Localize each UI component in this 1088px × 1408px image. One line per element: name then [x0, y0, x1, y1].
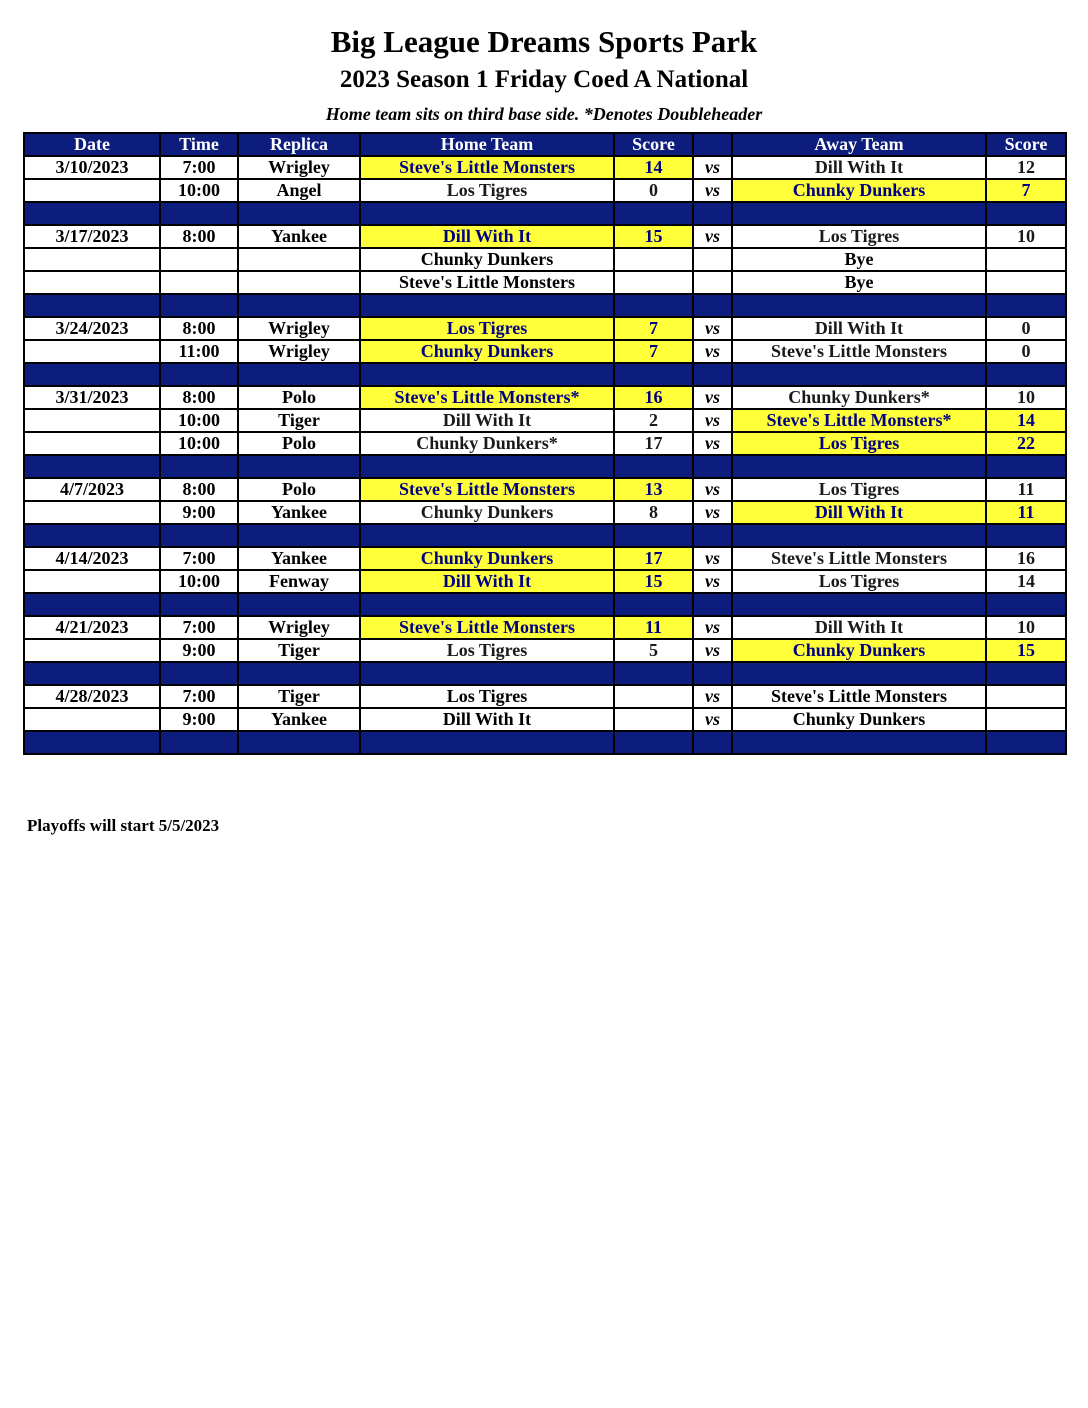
time-cell: 7:00 — [160, 616, 238, 639]
header-row — [24, 133, 1066, 156]
time-cell: 8:00 — [160, 386, 238, 409]
away-team-cell: Steve's Little Monsters — [732, 685, 986, 708]
separator-cell — [614, 593, 693, 616]
away-score-cell: 0 — [986, 340, 1066, 363]
away-team-cell: Chunky Dunkers — [732, 639, 986, 662]
replica-cell — [238, 271, 360, 294]
away-team-cell: Los Tigres — [732, 432, 986, 455]
game-row — [24, 685, 1066, 708]
time-cell: 7:00 — [160, 547, 238, 570]
game-row — [24, 616, 1066, 639]
separator-cell — [238, 202, 360, 225]
home-team-cell: Chunky Dunkers* — [360, 432, 614, 455]
vs-cell: vs — [693, 156, 732, 179]
separator-cell — [614, 524, 693, 547]
separator-cell — [693, 294, 732, 317]
separator-cell — [986, 363, 1066, 386]
separator-cell — [160, 662, 238, 685]
separator-cell — [160, 593, 238, 616]
home-team-cell: Dill With It — [360, 409, 614, 432]
vs-cell — [693, 271, 732, 294]
time-cell: 10:00 — [160, 409, 238, 432]
away-score-cell — [986, 248, 1066, 271]
separator-cell — [732, 202, 986, 225]
game-row — [24, 248, 1066, 271]
header-time: Time — [160, 133, 238, 156]
vs-cell — [693, 248, 732, 271]
date-cell: 3/10/2023 — [24, 156, 160, 179]
separator-cell — [238, 363, 360, 386]
vs-cell: vs — [693, 639, 732, 662]
away-team-cell: Dill With It — [732, 156, 986, 179]
separator-cell — [160, 524, 238, 547]
replica-cell: Polo — [238, 432, 360, 455]
home-score-cell: 15 — [614, 225, 693, 248]
page-subtitle: 2023 Season 1 Friday Coed A National — [339, 66, 749, 93]
separator-cell — [238, 524, 360, 547]
header-vs — [693, 133, 732, 156]
time-cell: 9:00 — [160, 639, 238, 662]
separator-cell — [614, 455, 693, 478]
home-team-cell: Los Tigres — [360, 639, 614, 662]
schedule-body — [24, 156, 1066, 754]
game-row — [24, 156, 1066, 179]
time-cell: 8:00 — [160, 225, 238, 248]
replica-cell: Fenway — [238, 570, 360, 593]
separator-cell — [693, 593, 732, 616]
page-title: Big League Dreams Sports Park — [330, 24, 758, 59]
vs-cell: vs — [693, 501, 732, 524]
separator-cell — [986, 202, 1066, 225]
separator-cell — [238, 731, 360, 754]
time-cell: 10:00 — [160, 570, 238, 593]
date-cell: 4/28/2023 — [24, 685, 160, 708]
away-score-cell: 14 — [986, 409, 1066, 432]
separator-cell — [238, 294, 360, 317]
game-row — [24, 570, 1066, 593]
game-row — [24, 386, 1066, 409]
separator-cell — [24, 593, 160, 616]
header-date: Date — [24, 133, 160, 156]
away-team-cell: Bye — [732, 271, 986, 294]
separator-cell — [732, 363, 986, 386]
separator-cell — [732, 455, 986, 478]
separator-cell — [986, 294, 1066, 317]
time-cell: 8:00 — [160, 317, 238, 340]
home-team-cell: Steve's Little Monsters — [360, 478, 614, 501]
replica-cell: Polo — [238, 478, 360, 501]
date-cell — [24, 639, 160, 662]
header-replica: Replica — [238, 133, 360, 156]
time-cell: 9:00 — [160, 708, 238, 731]
away-team-cell: Dill With It — [732, 616, 986, 639]
separator-cell — [24, 294, 160, 317]
separator-row — [24, 363, 1066, 386]
date-cell — [24, 340, 160, 363]
date-cell — [24, 179, 160, 202]
date-cell — [24, 409, 160, 432]
time-cell: 10:00 — [160, 432, 238, 455]
vs-cell: vs — [693, 708, 732, 731]
separator-cell — [986, 662, 1066, 685]
away-score-cell: 16 — [986, 547, 1066, 570]
game-row — [24, 340, 1066, 363]
vs-cell: vs — [693, 409, 732, 432]
separator-cell — [732, 593, 986, 616]
separator-row — [24, 294, 1066, 317]
separator-cell — [24, 662, 160, 685]
separator-row — [24, 202, 1066, 225]
home-score-cell: 13 — [614, 478, 693, 501]
time-cell: 11:00 — [160, 340, 238, 363]
home-score-cell — [614, 248, 693, 271]
vs-cell: vs — [693, 616, 732, 639]
away-team-cell: Chunky Dunkers — [732, 708, 986, 731]
header-home-score: Score — [614, 133, 693, 156]
game-row — [24, 409, 1066, 432]
separator-cell — [24, 731, 160, 754]
vs-cell: vs — [693, 386, 732, 409]
separator-cell — [24, 455, 160, 478]
time-cell: 8:00 — [160, 478, 238, 501]
separator-cell — [614, 662, 693, 685]
home-score-cell — [614, 708, 693, 731]
separator-cell — [24, 524, 160, 547]
separator-cell — [160, 455, 238, 478]
header-away-score: Score — [986, 133, 1066, 156]
away-score-cell: 7 — [986, 179, 1066, 202]
separator-cell — [732, 294, 986, 317]
home-score-cell: 2 — [614, 409, 693, 432]
separator-cell — [614, 363, 693, 386]
home-team-cell: Chunky Dunkers — [360, 547, 614, 570]
time-cell — [160, 248, 238, 271]
game-row — [24, 708, 1066, 731]
vs-cell: vs — [693, 432, 732, 455]
separator-cell — [360, 731, 614, 754]
away-team-cell: Chunky Dunkers* — [732, 386, 986, 409]
home-team-cell: Steve's Little Monsters — [360, 271, 614, 294]
away-score-cell: 15 — [986, 639, 1066, 662]
home-score-cell: 5 — [614, 639, 693, 662]
away-team-cell: Dill With It — [732, 317, 986, 340]
vs-cell: vs — [693, 570, 732, 593]
separator-cell — [24, 202, 160, 225]
separator-cell — [160, 363, 238, 386]
time-cell: 7:00 — [160, 685, 238, 708]
home-team-cell: Los Tigres — [360, 685, 614, 708]
away-score-cell — [986, 708, 1066, 731]
header-home-team: Home Team — [360, 133, 614, 156]
separator-cell — [360, 294, 614, 317]
home-team-cell: Chunky Dunkers — [360, 248, 614, 271]
away-score-cell — [986, 271, 1066, 294]
home-score-cell: 17 — [614, 547, 693, 570]
separator-cell — [238, 593, 360, 616]
date-cell: 3/17/2023 — [24, 225, 160, 248]
separator-cell — [693, 455, 732, 478]
game-row — [24, 501, 1066, 524]
date-cell: 4/21/2023 — [24, 616, 160, 639]
separator-cell — [360, 363, 614, 386]
date-cell: 4/7/2023 — [24, 478, 160, 501]
separator-cell — [693, 731, 732, 754]
replica-cell: Wrigley — [238, 317, 360, 340]
home-team-cell: Los Tigres — [360, 179, 614, 202]
separator-cell — [732, 731, 986, 754]
separator-cell — [360, 455, 614, 478]
date-cell: 4/14/2023 — [24, 547, 160, 570]
away-team-cell: Steve's Little Monsters — [732, 547, 986, 570]
home-score-cell: 8 — [614, 501, 693, 524]
separator-cell — [360, 202, 614, 225]
separator-cell — [160, 202, 238, 225]
home-score-cell: 11 — [614, 616, 693, 639]
separator-cell — [160, 294, 238, 317]
separator-cell — [614, 294, 693, 317]
time-cell: 10:00 — [160, 179, 238, 202]
separator-cell — [732, 524, 986, 547]
time-cell: 7:00 — [160, 156, 238, 179]
separator-cell — [986, 731, 1066, 754]
home-score-cell — [614, 271, 693, 294]
away-team-cell: Los Tigres — [732, 570, 986, 593]
replica-cell: Yankee — [238, 547, 360, 570]
separator-row — [24, 662, 1066, 685]
separator-cell — [360, 593, 614, 616]
vs-cell: vs — [693, 340, 732, 363]
separator-row — [24, 524, 1066, 547]
away-team-cell: Steve's Little Monsters* — [732, 409, 986, 432]
home-team-cell: Steve's Little Monsters — [360, 156, 614, 179]
separator-cell — [732, 662, 986, 685]
separator-row — [24, 731, 1066, 754]
home-score-cell: 7 — [614, 317, 693, 340]
home-score-cell: 0 — [614, 179, 693, 202]
away-score-cell: 12 — [986, 156, 1066, 179]
away-score-cell: 0 — [986, 317, 1066, 340]
game-row — [24, 271, 1066, 294]
separator-cell — [160, 731, 238, 754]
vs-cell: vs — [693, 478, 732, 501]
separator-cell — [693, 363, 732, 386]
time-cell — [160, 271, 238, 294]
separator-cell — [986, 524, 1066, 547]
separator-cell — [693, 524, 732, 547]
replica-cell: Wrigley — [238, 156, 360, 179]
away-score-cell — [986, 685, 1066, 708]
replica-cell: Wrigley — [238, 616, 360, 639]
schedule-note: Home team sits on third base side. *Denotes Doubleheader — [325, 104, 763, 124]
separator-cell — [360, 524, 614, 547]
home-team-cell: Dill With It — [360, 225, 614, 248]
playoffs-note: Playoffs will start 5/5/2023 — [27, 816, 220, 835]
game-row — [24, 225, 1066, 248]
home-team-cell: Dill With It — [360, 570, 614, 593]
away-team-cell: Los Tigres — [732, 478, 986, 501]
game-row — [24, 179, 1066, 202]
separator-cell — [986, 593, 1066, 616]
home-team-cell: Steve's Little Monsters — [360, 616, 614, 639]
game-row — [24, 639, 1066, 662]
header-away-team: Away Team — [732, 133, 986, 156]
replica-cell: Tiger — [238, 639, 360, 662]
separator-cell — [614, 202, 693, 225]
home-score-cell: 7 — [614, 340, 693, 363]
home-team-cell: Chunky Dunkers — [360, 501, 614, 524]
away-team-cell: Los Tigres — [732, 225, 986, 248]
replica-cell: Yankee — [238, 501, 360, 524]
time-cell: 9:00 — [160, 501, 238, 524]
home-score-cell: 15 — [614, 570, 693, 593]
away-score-cell: 10 — [986, 616, 1066, 639]
separator-cell — [614, 731, 693, 754]
replica-cell: Wrigley — [238, 340, 360, 363]
home-score-cell: 17 — [614, 432, 693, 455]
home-score-cell: 14 — [614, 156, 693, 179]
away-team-cell: Chunky Dunkers — [732, 179, 986, 202]
separator-cell — [238, 455, 360, 478]
vs-cell: vs — [693, 179, 732, 202]
replica-cell — [238, 248, 360, 271]
home-score-cell: 16 — [614, 386, 693, 409]
away-team-cell: Steve's Little Monsters — [732, 340, 986, 363]
date-cell — [24, 271, 160, 294]
away-score-cell: 14 — [986, 570, 1066, 593]
date-cell: 3/31/2023 — [24, 386, 160, 409]
away-team-cell: Bye — [732, 248, 986, 271]
away-score-cell: 10 — [986, 386, 1066, 409]
vs-cell: vs — [693, 225, 732, 248]
vs-cell: vs — [693, 317, 732, 340]
date-cell: 3/24/2023 — [24, 317, 160, 340]
home-team-cell: Chunky Dunkers — [360, 340, 614, 363]
replica-cell: Angel — [238, 179, 360, 202]
separator-cell — [238, 662, 360, 685]
game-row — [24, 478, 1066, 501]
vs-cell: vs — [693, 685, 732, 708]
date-cell — [24, 248, 160, 271]
separator-cell — [986, 455, 1066, 478]
away-score-cell: 10 — [986, 225, 1066, 248]
game-row — [24, 547, 1066, 570]
replica-cell: Yankee — [238, 225, 360, 248]
game-row — [24, 317, 1066, 340]
home-team-cell: Dill With It — [360, 708, 614, 731]
home-team-cell: Steve's Little Monsters* — [360, 386, 614, 409]
date-cell — [24, 501, 160, 524]
replica-cell: Tiger — [238, 409, 360, 432]
replica-cell: Tiger — [238, 685, 360, 708]
vs-cell: vs — [693, 547, 732, 570]
separator-cell — [24, 363, 160, 386]
home-score-cell — [614, 685, 693, 708]
separator-cell — [360, 662, 614, 685]
separator-cell — [693, 662, 732, 685]
replica-cell: Yankee — [238, 708, 360, 731]
separator-row — [24, 593, 1066, 616]
schedule-table — [23, 132, 1067, 755]
date-cell — [24, 432, 160, 455]
game-row — [24, 432, 1066, 455]
away-score-cell: 22 — [986, 432, 1066, 455]
date-cell — [24, 708, 160, 731]
away-team-cell: Dill With It — [732, 501, 986, 524]
away-score-cell: 11 — [986, 501, 1066, 524]
separator-row — [24, 455, 1066, 478]
date-cell — [24, 570, 160, 593]
home-team-cell: Los Tigres — [360, 317, 614, 340]
away-score-cell: 11 — [986, 478, 1066, 501]
replica-cell: Polo — [238, 386, 360, 409]
separator-cell — [693, 202, 732, 225]
